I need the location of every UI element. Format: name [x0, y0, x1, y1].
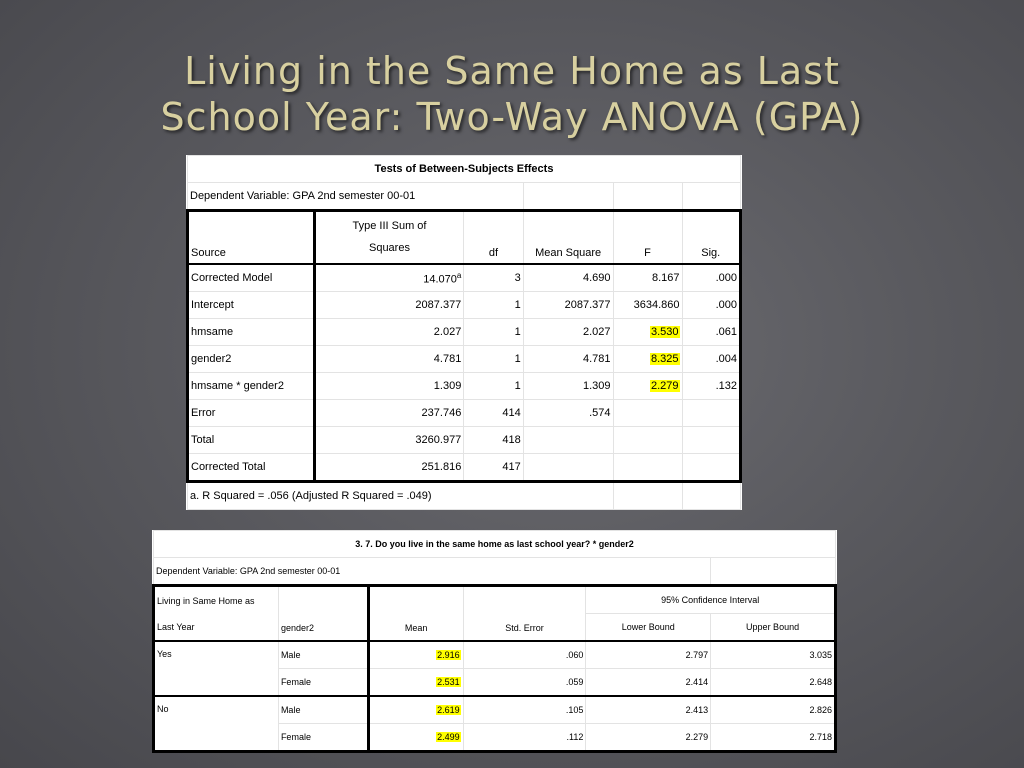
gender-cell: Male — [278, 641, 368, 669]
dependent-variable-label: Dependent Variable: GPA 2nd semester 00-01 — [188, 183, 524, 211]
upper-bound-cell: 2.718 — [711, 724, 836, 752]
lower-bound-cell: 2.797 — [586, 641, 711, 669]
f-value: 8.167 — [652, 272, 680, 284]
df-cell: 418 — [464, 427, 523, 454]
footnote-marker: a — [456, 270, 462, 280]
mean-value: 2.916 — [437, 650, 460, 660]
lower-bound-cell: 2.279 — [586, 724, 711, 752]
source-cell: Intercept — [188, 292, 315, 319]
header-sig: Sig. — [682, 211, 740, 265]
mean-square-cell: 4.690 — [523, 264, 613, 292]
f-cell — [613, 292, 682, 319]
f-cell — [613, 400, 682, 427]
upper-bound-cell: 2.648 — [711, 669, 836, 697]
df-cell: 3 — [464, 264, 523, 292]
sig-cell: .004 — [682, 346, 740, 373]
sum-of-squares-value: 2087.377 — [415, 299, 462, 311]
table-row — [188, 373, 741, 400]
lower-bound-cell: 2.414 — [586, 669, 711, 697]
header-mean-square: Mean Square — [523, 211, 613, 265]
sum-of-squares-value: 3260.977 — [415, 434, 462, 446]
sig-cell — [682, 427, 740, 454]
df-cell: 1 — [464, 373, 523, 400]
sum-of-squares-value: 2.027 — [433, 326, 462, 338]
mean-cell — [368, 669, 463, 697]
mean-cell — [368, 724, 463, 752]
source-cell: Corrected Total — [188, 454, 315, 482]
f-cell — [613, 346, 682, 373]
sig-cell — [682, 400, 740, 427]
sum-of-squares-cell — [314, 427, 464, 454]
gender-cell: Male — [278, 696, 368, 724]
table-row — [188, 264, 741, 292]
slide-title — [0, 48, 1024, 140]
f-cell — [613, 454, 682, 482]
group-label-cell: No — [154, 696, 279, 752]
table-caption: 3. 7. Do you live in the same home as last school year? * gender2 — [154, 531, 836, 558]
group-label-cell: Yes — [154, 641, 279, 696]
sum-of-squares-cell — [314, 454, 464, 482]
table-row — [188, 292, 741, 319]
header-df: df — [464, 211, 523, 265]
header-mean: Mean — [368, 586, 463, 642]
f-cell — [613, 264, 682, 292]
mean-value: 2.531 — [437, 677, 460, 687]
sum-of-squares-value: 1.309 — [433, 380, 462, 392]
marginal-means-table — [152, 530, 837, 753]
table-caption: Tests of Between-Subjects Effects — [188, 156, 741, 183]
upper-bound-cell: 2.826 — [711, 696, 836, 724]
sum-of-squares-value: 251.816 — [421, 461, 462, 473]
mean-cell — [368, 641, 463, 669]
sum-of-squares-cell — [314, 346, 464, 373]
std-error-cell: .060 — [463, 641, 586, 669]
std-error-cell: .059 — [463, 669, 586, 697]
sig-cell: .132 — [682, 373, 740, 400]
source-cell: Total — [188, 427, 315, 454]
mean-square-cell: 1.309 — [523, 373, 613, 400]
source-cell: Corrected Model — [188, 264, 315, 292]
mean-square-cell: 2.027 — [523, 319, 613, 346]
table-row — [154, 641, 836, 669]
sig-cell: .061 — [682, 319, 740, 346]
header-confidence-interval: 95% Confidence Interval — [586, 586, 836, 614]
table-row — [154, 696, 836, 724]
sig-cell — [682, 454, 740, 482]
sig-cell: .000 — [682, 264, 740, 292]
table-row — [188, 319, 741, 346]
f-cell — [613, 373, 682, 400]
header-sum-of-squares: Type III Sum of Squares — [314, 211, 464, 265]
slide-title-line-2: School Year: Two-Way ANOVA (GPA) — [160, 95, 864, 139]
sum-of-squares-cell — [314, 264, 464, 292]
sig-cell: .000 — [682, 292, 740, 319]
df-cell: 414 — [464, 400, 523, 427]
header-source: Source — [188, 211, 315, 265]
gender-cell: Female — [278, 669, 368, 697]
sum-of-squares-value: 14.070 — [423, 273, 457, 286]
sum-of-squares-cell — [314, 319, 464, 346]
f-value: 3634.860 — [633, 299, 680, 311]
mean-square-cell — [523, 427, 613, 454]
mean-value: 2.499 — [437, 732, 460, 742]
std-error-cell: .105 — [463, 696, 586, 724]
f-value: 3.530 — [651, 326, 679, 338]
table-footnote: a. R Squared = .056 (Adjusted R Squared = .049) — [188, 482, 614, 510]
df-cell: 417 — [464, 454, 523, 482]
source-cell: Error — [188, 400, 315, 427]
df-cell: 1 — [464, 346, 523, 373]
mean-value: 2.619 — [437, 705, 460, 715]
gender-cell: Female — [278, 724, 368, 752]
table-row — [188, 346, 741, 373]
f-value: 2.279 — [651, 380, 679, 392]
sum-of-squares-value: 237.746 — [421, 407, 462, 419]
sum-of-squares-value: 4.781 — [433, 353, 462, 365]
mean-square-cell — [523, 454, 613, 482]
between-subjects-effects-table — [186, 155, 742, 510]
header-gender2: gender2 — [278, 586, 368, 642]
source-cell: hmsame — [188, 319, 315, 346]
sum-of-squares-cell — [314, 373, 464, 400]
f-cell — [613, 427, 682, 454]
mean-cell — [368, 696, 463, 724]
sum-of-squares-cell — [314, 400, 464, 427]
dependent-variable-label: Dependent Variable: GPA 2nd semester 00-01 — [154, 558, 711, 586]
source-cell: gender2 — [188, 346, 315, 373]
header-living-same-home: Living in Same Home as Last Year — [154, 586, 279, 642]
f-cell — [613, 319, 682, 346]
mean-square-cell: 4.781 — [523, 346, 613, 373]
slide-title-line-1: Living in the Same Home as Last — [184, 49, 840, 93]
table-row — [188, 427, 741, 454]
header-upper-bound: Upper Bound — [711, 614, 836, 642]
f-value: 8.325 — [651, 353, 679, 365]
mean-square-cell: .574 — [523, 400, 613, 427]
source-cell: hmsame * gender2 — [188, 373, 315, 400]
header-lower-bound: Lower Bound — [586, 614, 711, 642]
df-cell: 1 — [464, 292, 523, 319]
table-row — [188, 454, 741, 482]
upper-bound-cell: 3.035 — [711, 641, 836, 669]
header-f: F — [613, 211, 682, 265]
mean-square-cell: 2087.377 — [523, 292, 613, 319]
df-cell: 1 — [464, 319, 523, 346]
table-row — [188, 400, 741, 427]
lower-bound-cell: 2.413 — [586, 696, 711, 724]
header-std-error: Std. Error — [463, 586, 586, 642]
sum-of-squares-cell — [314, 292, 464, 319]
std-error-cell: .112 — [463, 724, 586, 752]
